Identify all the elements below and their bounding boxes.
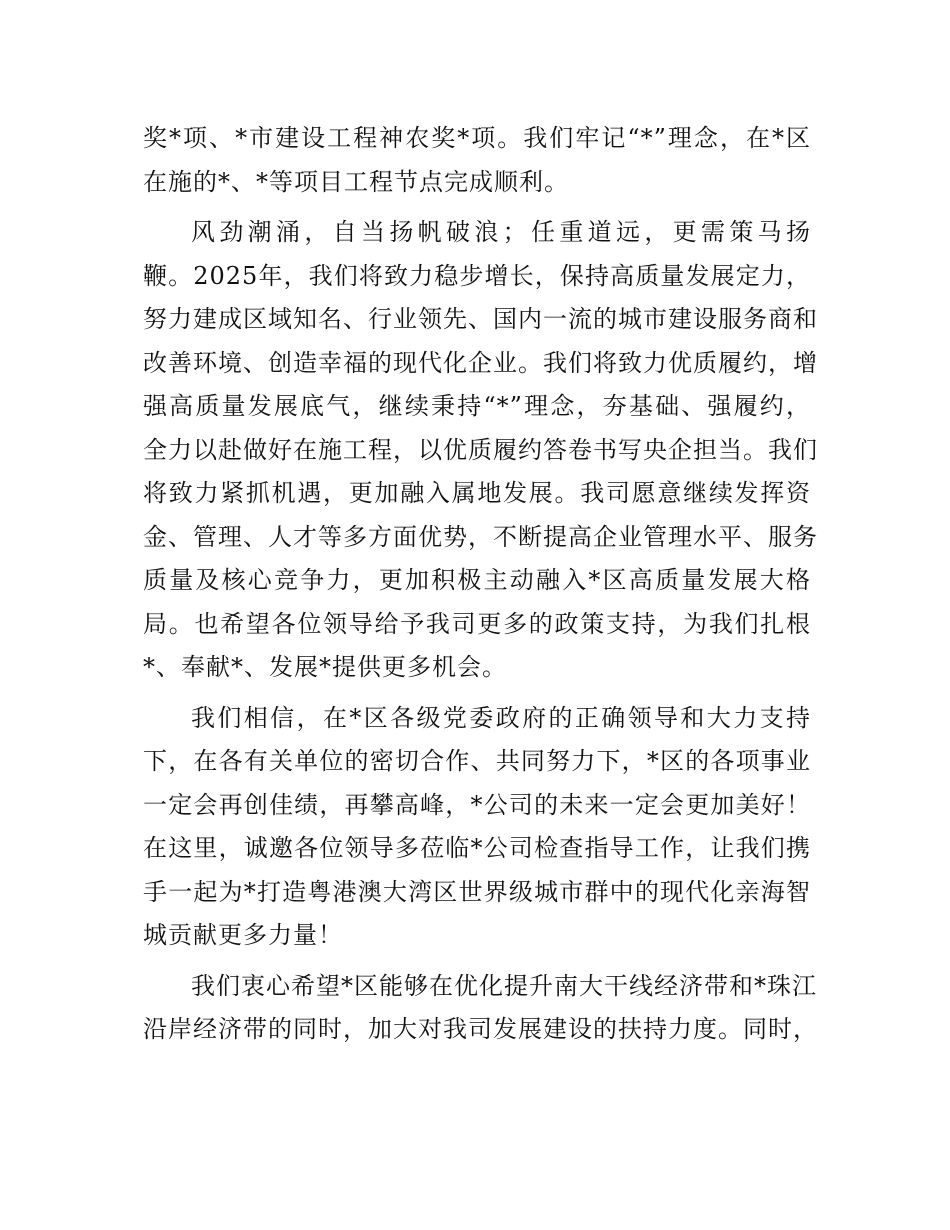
text-line: 城贡献更多力量！ bbox=[143, 921, 343, 949]
text-line: 我们相信，在*区各级党委政府的正确领导和大力支持 bbox=[191, 703, 811, 732]
paragraph bbox=[143, 211, 818, 690]
text-line: 努力建成区域知名、行业领先、国内一流的城市建设服务商和 bbox=[143, 305, 818, 333]
text-line: 质量及核心竞争力，更加积极主动融入*区高质量发展大格 bbox=[143, 566, 811, 594]
text-line: 强高质量发展底气，继续秉持“*”理念，夯基础、强履约， bbox=[143, 392, 811, 420]
text-line: 在施的*、*等项目工程节点完成顺利。 bbox=[143, 167, 569, 196]
paragraph bbox=[143, 697, 811, 958]
text-line: 我们衷心希望*区能够在优化提升南大干线经济带和*珠江 bbox=[191, 971, 817, 1000]
text-line: 一定会再创佳绩，再攀高峰，*公司的未来一定会更加美好！ bbox=[143, 790, 811, 819]
text-line: 在这里，诚邀各位领导多莅临*公司检查指导工作，让我们携 bbox=[143, 834, 811, 862]
text-line: 沿岸经济带的同时，加大对我司发展建设的扶持力度。同时， bbox=[143, 1015, 818, 1043]
text-line: 风劲潮涌，自当扬帆破浪；任重道远，更需策马扬 bbox=[191, 218, 811, 246]
paragraph bbox=[143, 117, 811, 204]
text-line: 将致力紧抓机遇，更加融入属地发展。我司愿意继续发挥资 bbox=[143, 479, 811, 507]
text-line: 奖*项、*市建设工程神农奖*项。我们牢记“*”理念，在*区 bbox=[143, 124, 811, 152]
text-line: 下，在各有关单位的密切合作、共同努力下，*区的各项事业 bbox=[143, 747, 811, 775]
text-line: 手一起为*打造粤港澳大湾区世界级城市群中的现代化亲海智 bbox=[143, 877, 811, 906]
text-line: 金、管理、人才等多方面优势，不断提高企业管理水平、服务 bbox=[143, 522, 818, 551]
text-line: 改善环境、创造幸福的现代化企业。我们将致力优质履约，增 bbox=[143, 348, 818, 377]
text-line: *、奉献*、发展*提供更多机会。 bbox=[143, 653, 507, 681]
text-line: 局。也希望各位领导给予我司更多的政策支持，为我们扎根 bbox=[143, 609, 811, 638]
document-body bbox=[143, 117, 818, 1052]
text-line: 鞭。2025年，我们将致力稳步增长，保持高质量发展定力， bbox=[143, 261, 811, 290]
text-line: 全力以赴做好在施工程，以优质履约答卷书写央企担当。我们 bbox=[143, 435, 818, 464]
paragraph bbox=[143, 965, 818, 1052]
